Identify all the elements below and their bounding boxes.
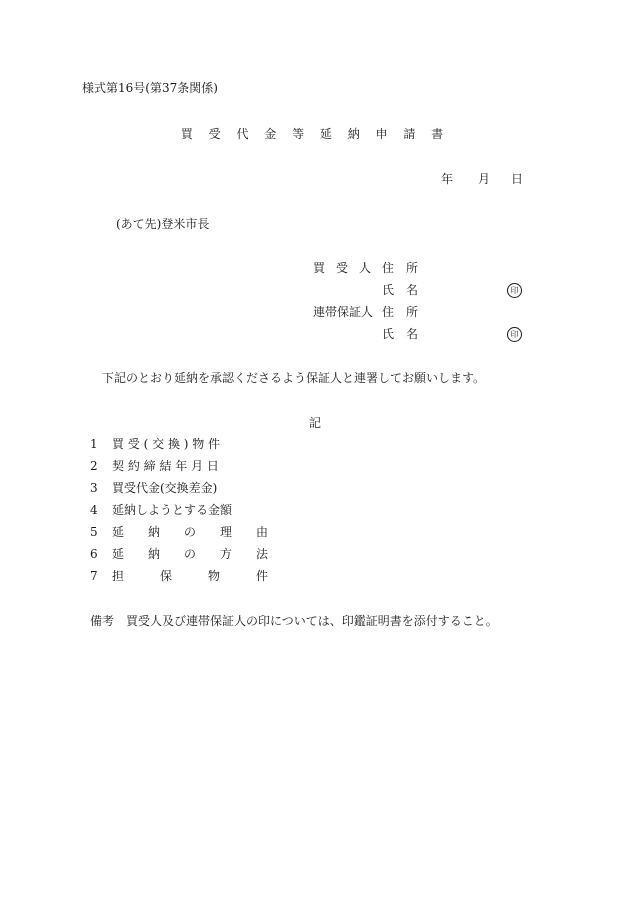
- remarks-note: 備考 買受人及び連帯保証人の印については、印鑑証明書を添付すること。: [90, 614, 498, 628]
- buyer-label-1: 買: [313, 261, 326, 275]
- list-item: [90, 548, 268, 560]
- item-list: [90, 438, 390, 598]
- item-number: 7: [90, 569, 98, 583]
- item-label: 延納しようとする金額: [112, 503, 233, 517]
- item-number: 2: [90, 459, 98, 473]
- date-month: 月: [478, 172, 491, 186]
- request-statement: 下記のとおり延納を承認くださるよう保証人と連署してお願いします。: [102, 371, 486, 385]
- guarantor-seal-icon: 印: [507, 327, 522, 342]
- buyer-address-label: 住 所: [382, 261, 419, 275]
- item-number: 4: [90, 503, 98, 517]
- list-item: [90, 482, 217, 494]
- list-item: [90, 438, 220, 450]
- buyer-label-3: 人: [359, 261, 372, 275]
- list-item: [90, 460, 219, 472]
- addressee: (あて先)登米市長: [116, 217, 210, 231]
- guarantor-address-label: 住 所: [382, 305, 419, 319]
- item-label: 買 受 ( 交 換 ) 物 件: [112, 437, 221, 451]
- date-day: 日: [511, 172, 524, 186]
- document-title: 買 受 代 金 等 延 納 申 請 書: [180, 127, 450, 141]
- buyer-seal-icon: 印: [507, 283, 522, 298]
- date-year: 年: [441, 172, 454, 186]
- form-number: 様式第16号(第37条関係): [82, 81, 218, 95]
- guarantor-label: 連帯保証人: [313, 305, 374, 319]
- item-label: 延 納 の 理 由: [112, 525, 269, 539]
- item-label: 延 納 の 方 法: [112, 547, 269, 561]
- list-item: [90, 570, 268, 582]
- item-label: 担 保 物 件: [112, 569, 269, 583]
- item-number: 1: [90, 437, 98, 451]
- item-label: 契 約 締 結 年 月 日: [112, 459, 219, 473]
- list-item: [90, 526, 268, 538]
- item-number: 5: [90, 525, 98, 539]
- item-number: 6: [90, 547, 98, 561]
- item-label: 買受代金(交換差金): [112, 481, 218, 495]
- item-number: 3: [90, 481, 98, 495]
- signatory-block: [0, 262, 630, 342]
- buyer-name-label: 氏 名: [382, 283, 419, 297]
- ki-heading: 記: [308, 416, 321, 430]
- guarantor-name-label: 氏 名: [382, 327, 419, 341]
- buyer-label-2: 受: [336, 261, 349, 275]
- list-item: [90, 504, 232, 516]
